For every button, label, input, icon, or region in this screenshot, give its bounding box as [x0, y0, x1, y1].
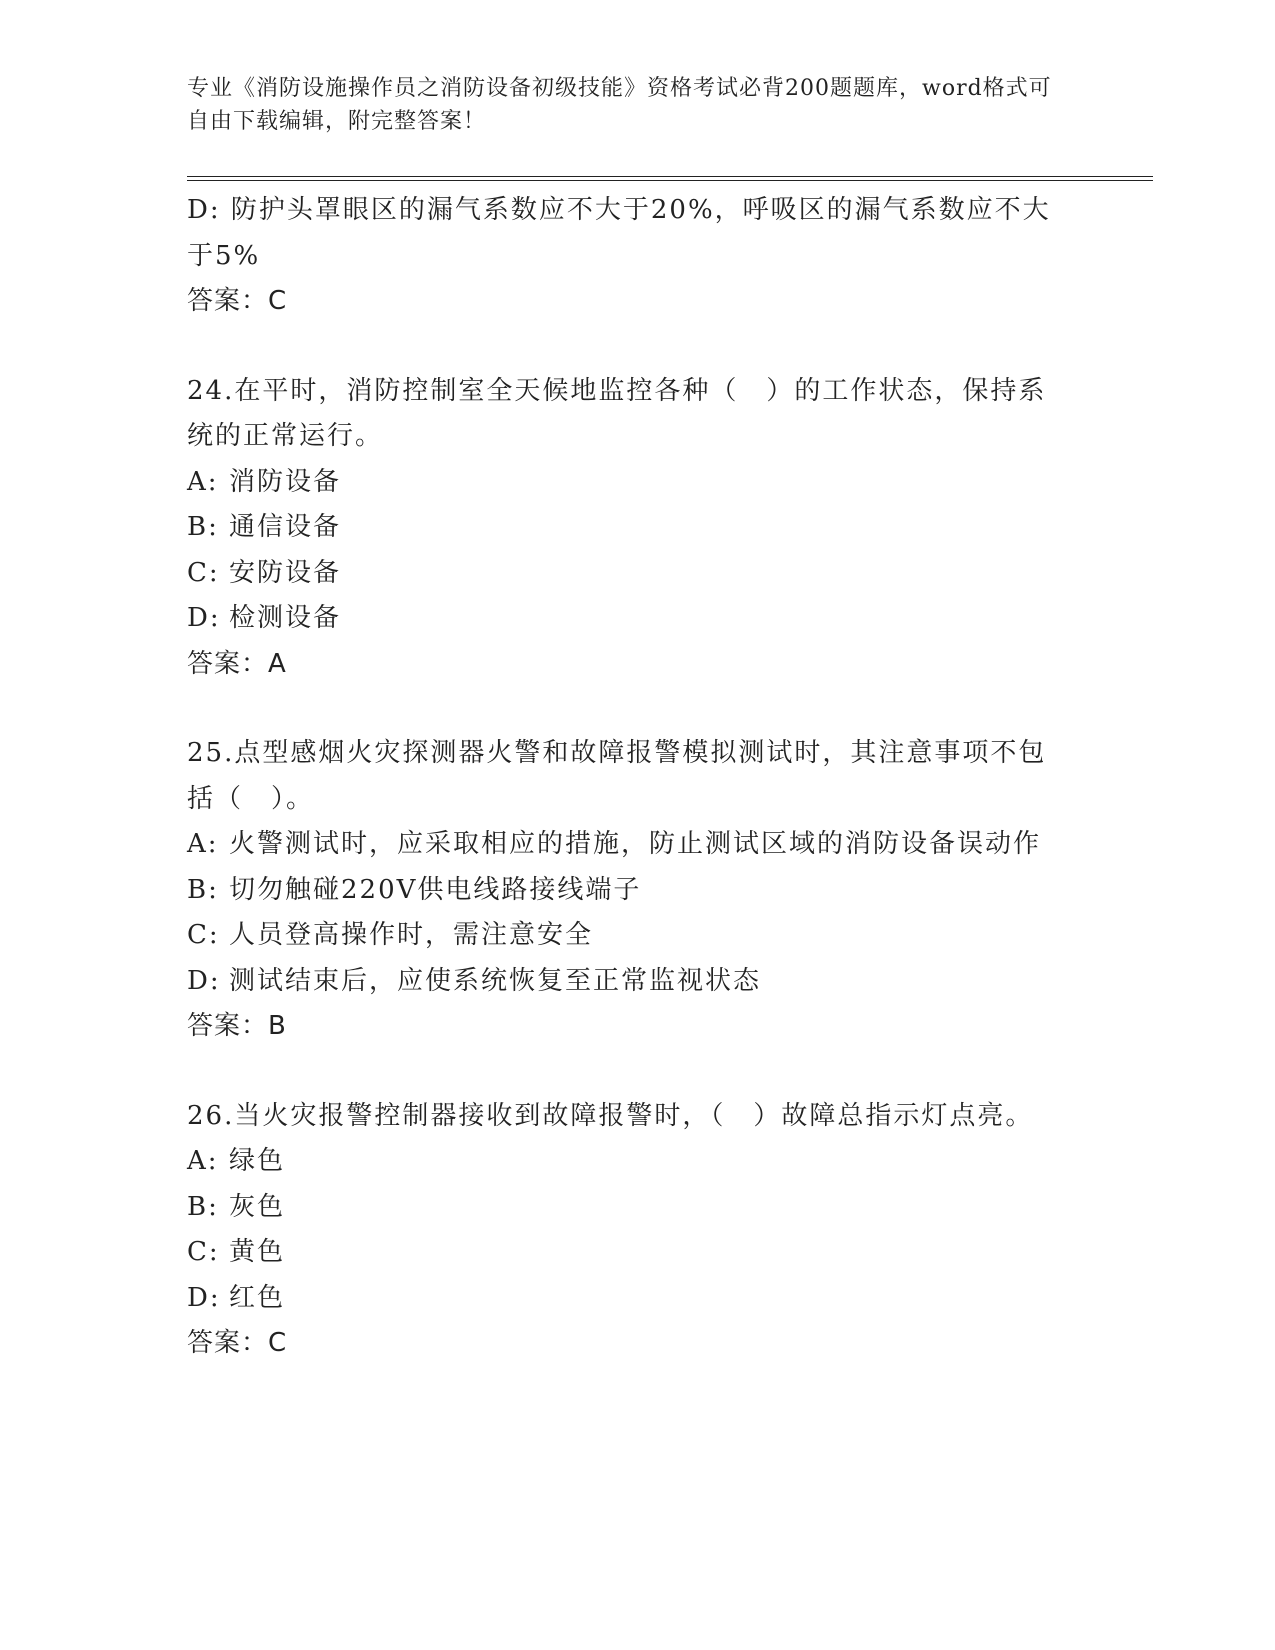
option-c	[187, 1230, 1067, 1276]
document-header: 专业《消防设施操作员之消防设备初级技能》资格考试必背200题题库，word格式可自由下载编辑，附完整答案！	[187, 76, 1052, 134]
document-body	[187, 188, 1067, 1411]
option-c	[187, 551, 1067, 597]
option-text: 防护头罩眼区的漏气系数应不大于20%，呼吸区的漏气系数应不大于5%	[187, 195, 1051, 271]
question-stem: 24.在平时，消防控制室全天候地监控各种（ ）的工作状态，保持系统的正常运行。	[187, 375, 1047, 451]
option-a	[187, 822, 1067, 868]
option-text: 红色	[229, 1282, 286, 1313]
header-divider	[187, 176, 1153, 181]
option-text: 安防设备	[229, 557, 342, 588]
option-text: 检测设备	[229, 603, 342, 633]
question-24	[187, 369, 1067, 688]
option-key: D:	[187, 195, 221, 225]
option-key: A:	[187, 466, 219, 497]
option-d	[187, 1276, 1067, 1322]
option-b	[187, 1185, 1067, 1231]
option-key: D:	[187, 1282, 221, 1313]
option-a	[187, 460, 1067, 506]
option-b	[187, 505, 1067, 551]
option-d	[187, 188, 1067, 279]
option-c	[187, 913, 1067, 959]
answer-line: 答案：C	[187, 286, 288, 316]
answer-line: 答案：C	[187, 1328, 288, 1358]
answer-line: 答案：B	[187, 1011, 287, 1041]
question-23-continuation	[187, 188, 1067, 325]
question-stem: 25.点型感烟火灾探测器火警和故障报警模拟测试时，其注意事项不包括（ ）。	[187, 738, 1047, 814]
option-text: 灰色	[229, 1191, 286, 1222]
question-25	[187, 731, 1067, 1050]
option-text: 火警测试时，应采取相应的措施，防止测试区域的消防设备误动作	[229, 829, 1042, 859]
option-key: C:	[187, 920, 220, 950]
option-text: 消防设备	[229, 466, 342, 497]
option-key: B:	[187, 1191, 219, 1222]
option-key: A:	[187, 1146, 219, 1176]
option-key: B:	[187, 874, 219, 905]
option-b	[187, 868, 1067, 914]
option-key: C:	[187, 1237, 220, 1267]
answer-line: 答案：A	[187, 648, 287, 679]
option-text: 人员登高操作时，需注意安全	[229, 920, 594, 950]
question-26	[187, 1094, 1067, 1367]
option-d	[187, 596, 1067, 642]
option-key: C:	[187, 557, 220, 588]
option-key: A:	[187, 829, 219, 859]
option-text: 测试结束后，应使系统恢复至正常监视状态	[229, 965, 762, 996]
option-text: 通信设备	[229, 512, 342, 542]
option-key: D:	[187, 603, 221, 633]
option-text: 绿色	[229, 1146, 286, 1176]
option-key: D:	[187, 965, 221, 996]
option-d	[187, 959, 1067, 1005]
question-stem: 26.当火灾报警控制器接收到故障报警时，（ ）故障总指示灯点亮。	[187, 1100, 1034, 1131]
option-text: 黄色	[229, 1237, 286, 1267]
option-text: 切勿触碰220V供电线路接线端子	[229, 874, 642, 905]
option-key: B:	[187, 512, 219, 542]
option-a	[187, 1139, 1067, 1185]
